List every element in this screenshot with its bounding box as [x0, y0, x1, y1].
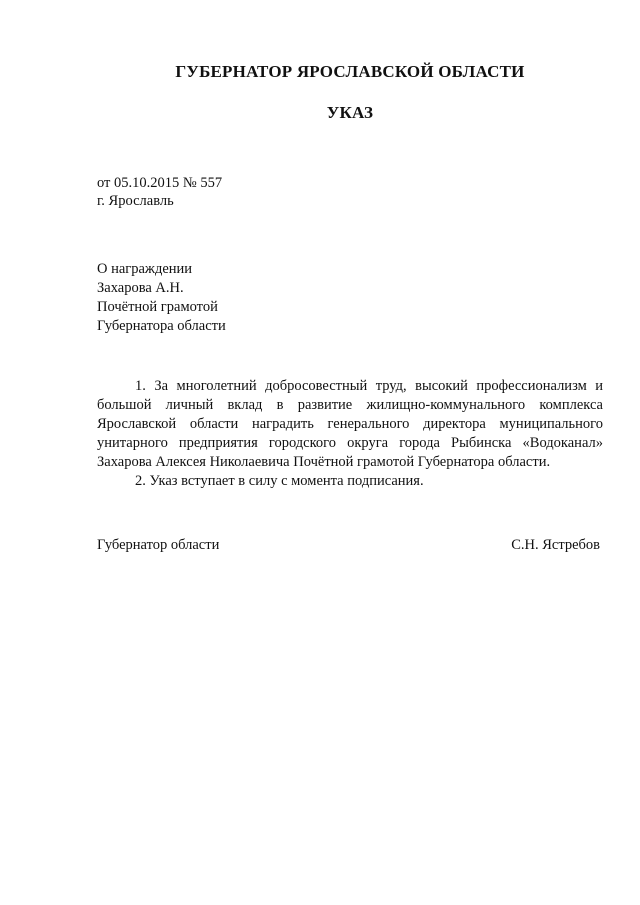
decree-paragraph: 2. Указ вступает в силу с момента подписания.	[135, 473, 424, 489]
decree-paragraph: 1. За многолетний добросовестный труд, высокий профессионализм и большой личный вклад в развитие жилищно-коммунального комплекса Ярославской области наградить генерального директора муниципального унитарного предприятия городского округа города Рыбинска «Водоканал» Захарова Алексея Николаевича Почётной грамотой Губернатора области.	[97, 378, 603, 470]
signature-position: Губернатор области	[97, 537, 220, 553]
subject-line: Губернатора области	[97, 318, 226, 334]
subject-block	[97, 260, 226, 336]
document-type-title: УКАЗ	[326, 103, 374, 122]
subject-line: Почётной грамотой	[97, 299, 218, 315]
subject-line: Захарова А.Н.	[97, 280, 184, 296]
authority-title: ГУБЕРНАТОР ЯРОСЛАВСКОЙ ОБЛАСТИ	[175, 62, 525, 81]
decree-body	[97, 377, 603, 491]
signature-name: С.Н. Ястребов	[511, 537, 600, 553]
subject-line: О награждении	[97, 261, 193, 277]
date-and-number: от 05.10.2015 № 557	[97, 175, 223, 191]
issue-city: г. Ярославль	[97, 193, 174, 209]
